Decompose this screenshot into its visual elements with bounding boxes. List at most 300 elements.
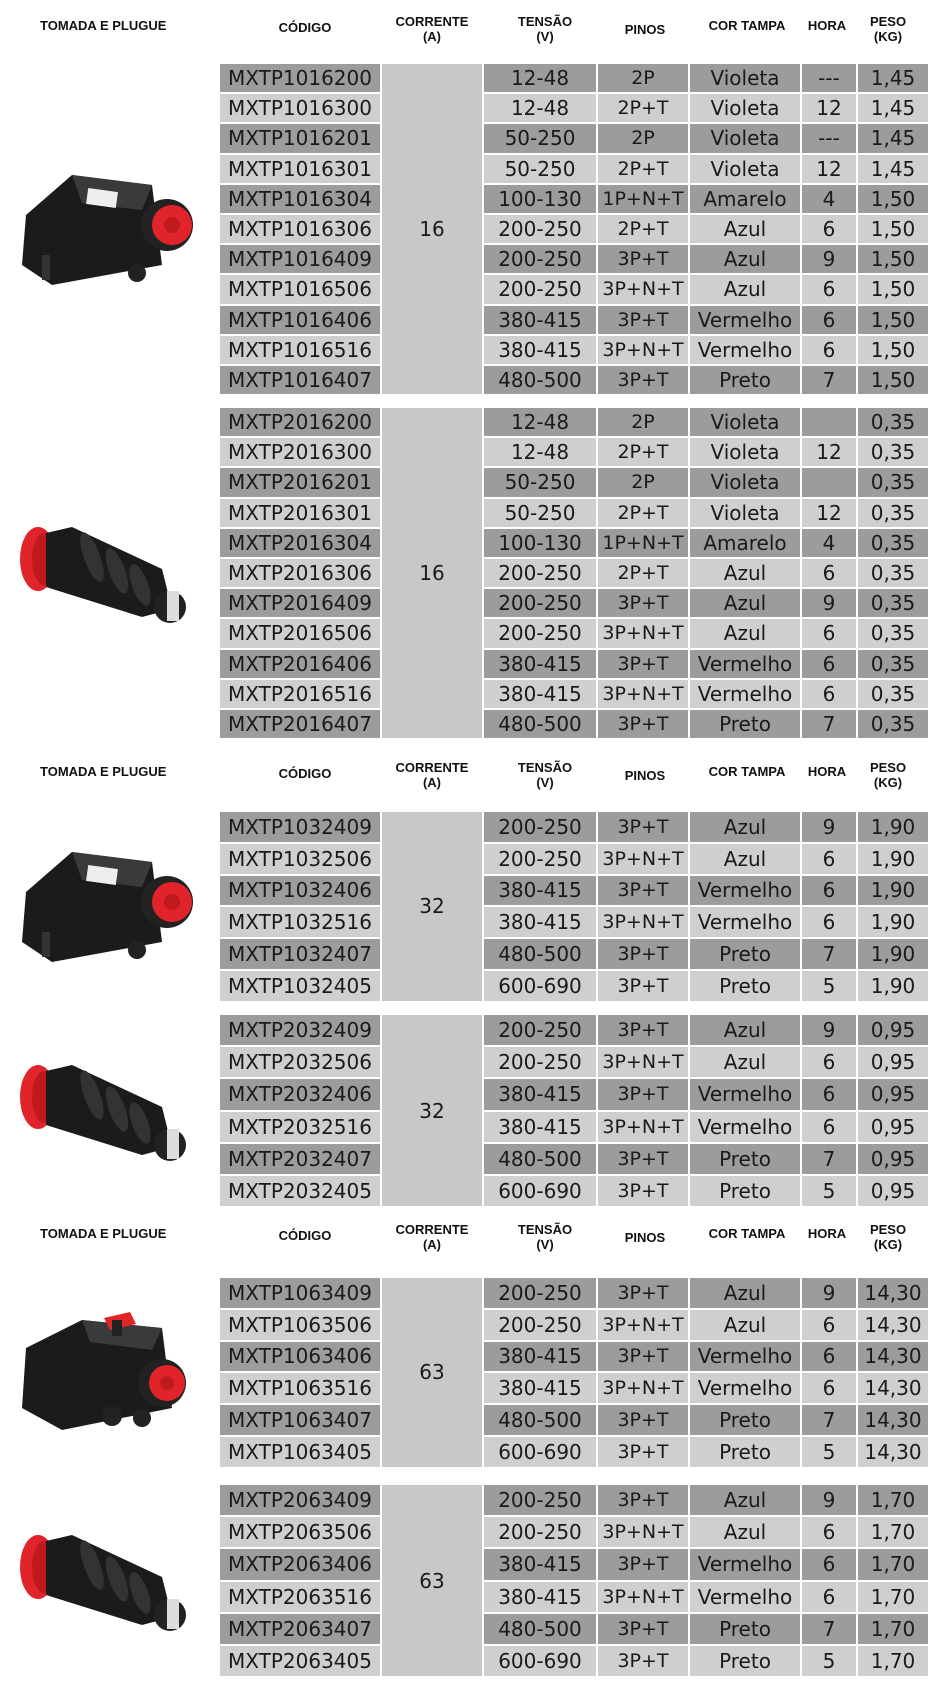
peso-cell: 14,30 [858,1278,928,1308]
table-row [220,812,928,844]
peso-cell: 1,45 [858,94,928,122]
tensao-header-line: TENSÃO [517,760,573,775]
table-row [220,1437,928,1469]
codigo-cell: MXTP2032516 [220,1112,380,1142]
table-row [220,94,928,124]
table-row [220,589,928,619]
tensao-cell: 600-690 [484,1176,596,1206]
hora-cell: 7 [802,939,856,969]
cor-tampa-cell: Preto [690,1614,800,1644]
tensao-cell: 100-130 [484,185,596,213]
cor-tampa-cell: Azul [690,1310,800,1340]
cor-tampa-cell: Vermelho [690,1373,800,1403]
table-row [220,844,928,876]
pinos-cell: 3P+T [598,1646,688,1676]
tensao-cell: 100-130 [484,529,596,557]
peso-cell: 0,35 [858,499,928,527]
cor-tampa-cell: Azul [690,619,800,647]
table-row [220,939,928,971]
cor-tampa-cell: Azul [690,589,800,617]
hora-cell: 6 [802,1310,856,1340]
pinos-cell: 2P+T [598,438,688,466]
codigo-cell: MXTP2032409 [220,1015,380,1045]
peso-cell: 1,70 [858,1614,928,1644]
hora-cell: 6 [802,876,856,906]
pinos-header: PINOS [624,22,666,37]
tensao-cell: 380-415 [484,306,596,334]
corrente-cell: 63 [382,1278,482,1467]
tensao-cell: 600-690 [484,1437,596,1467]
codigo-header: CÓDIGO [278,766,332,781]
tensao-cell: 200-250 [484,812,596,842]
hora-cell: 6 [802,844,856,874]
tensao-cell: 480-500 [484,1405,596,1435]
pinos-cell: 3P+T [598,650,688,678]
hora-cell: 6 [802,1047,856,1077]
table-row [220,1342,928,1374]
tensao-cell: 380-415 [484,1079,596,1109]
table-row [220,1278,928,1310]
peso-cell: 0,35 [858,619,928,647]
table-row [220,1176,928,1208]
tensao-cell: 200-250 [484,1517,596,1547]
peso-cell: 0,35 [858,710,928,738]
hora-cell: 9 [802,245,856,273]
peso-cell: 1,45 [858,124,928,152]
corrente-header [382,14,482,44]
pinos-cell: 3P+T [598,1079,688,1109]
table-row [220,650,928,680]
hora-cell: --- [802,64,856,92]
pinos-cell: 3P+T [598,1278,688,1308]
hora-cell: 9 [802,589,856,617]
table-row [220,336,928,366]
peso-cell: 0,95 [858,1015,928,1045]
pinos-cell: 3P+N+T [598,275,688,303]
codigo-cell: MXTP1063406 [220,1342,380,1372]
tensao-cell: 600-690 [484,971,596,1001]
peso-cell: 1,90 [858,844,928,874]
codigo-cell: MXTP1016201 [220,124,380,152]
table-row [220,408,928,438]
hora-cell: 7 [802,1614,856,1644]
pinos-cell: 3P+T [598,366,688,394]
pinos-cell: 2P+T [598,155,688,183]
codigo-cell: MXTP2063409 [220,1485,380,1515]
cor-tampa-cell: Violeta [690,94,800,122]
pinos-cell: 3P+N+T [598,336,688,364]
table-row [220,155,928,185]
peso-cell: 1,45 [858,64,928,92]
corrente-cell: 16 [382,408,482,738]
hora-cell [802,468,856,496]
hora-cell: 7 [802,366,856,394]
codigo-cell: MXTP1016409 [220,245,380,273]
pinos-cell: 3P+T [598,812,688,842]
tensao-cell: 480-500 [484,939,596,969]
codigo-cell: MXTP1016516 [220,336,380,364]
hora-cell: 9 [802,1015,856,1045]
peso-header-line: PESO [869,14,907,29]
table-row [220,1112,928,1144]
cor-tampa-header: COR TAMPA [708,764,786,779]
table-row [220,1079,928,1111]
tensao-cell: 200-250 [484,589,596,617]
pinos-cell: 3P+T [598,939,688,969]
tensao-cell: 380-415 [484,680,596,708]
cor-tampa-cell: Azul [690,1485,800,1515]
hora-cell [802,408,856,436]
codigo-cell: MXTP2016406 [220,650,380,678]
hora-cell: 6 [802,1517,856,1547]
hora-cell: 6 [802,1582,856,1612]
hora-cell: 6 [802,559,856,587]
peso-cell: 0,35 [858,680,928,708]
codigo-cell: MXTP2063407 [220,1614,380,1644]
peso-cell: 0,95 [858,1144,928,1174]
pinos-cell: 3P+N+T [598,1310,688,1340]
corrente-cell: 16 [382,64,482,394]
codigo-cell: MXTP2063516 [220,1582,380,1612]
table-row [220,1373,928,1405]
pinos-cell: 3P+T [598,1405,688,1435]
codigo-cell: MXTP1063407 [220,1405,380,1435]
tensao-cell: 200-250 [484,275,596,303]
codigo-cell: MXTP1032405 [220,971,380,1001]
pinos-cell: 2P [598,408,688,436]
hora-cell: 12 [802,438,856,466]
codigo-cell: MXTP2016407 [220,710,380,738]
peso-cell: 0,35 [858,589,928,617]
cor-tampa-cell: Preto [690,1144,800,1174]
peso-header [856,14,920,44]
table-row [220,64,928,94]
peso-header-line: PESO [869,1222,907,1237]
tensao-cell: 50-250 [484,499,596,527]
tensao-cell: 200-250 [484,1015,596,1045]
cor-tampa-cell: Azul [690,812,800,842]
tensao-header [490,760,600,790]
table-row [220,499,928,529]
table-row [220,710,928,740]
corrente-header-line: (A) [422,1237,442,1252]
codigo-cell: MXTP2016506 [220,619,380,647]
table-row [220,1549,928,1581]
codigo-cell: MXTP2016200 [220,408,380,436]
table-row [220,907,928,939]
peso-header-line: (KG) [873,1237,903,1252]
peso-cell: 1,90 [858,876,928,906]
cor-tampa-cell: Violeta [690,499,800,527]
codigo-cell: MXTP1016300 [220,94,380,122]
product-table [220,1015,928,1208]
codigo-cell: MXTP1063506 [220,1310,380,1340]
table-row [220,185,928,215]
tensao-cell: 50-250 [484,155,596,183]
peso-cell: 0,95 [858,1112,928,1142]
pinos-cell: 2P+T [598,559,688,587]
table-row [220,1646,928,1678]
codigo-cell: MXTP1032506 [220,844,380,874]
table-row [220,245,928,275]
cor-tampa-cell: Violeta [690,64,800,92]
pinos-cell: 3P+T [598,1485,688,1515]
hora-cell: 5 [802,971,856,1001]
cor-tampa-cell: Azul [690,275,800,303]
cor-tampa-cell: Vermelho [690,306,800,334]
pinos-cell: 3P+T [598,1437,688,1467]
corrente-header-line: (A) [422,775,442,790]
cor-tampa-cell: Vermelho [690,1112,800,1142]
table-row [220,438,928,468]
tensao-header-line: (V) [536,775,554,790]
hora-cell: 7 [802,1144,856,1174]
corrente-header-line: CORRENTE [395,14,469,29]
pinos-cell: 3P+T [598,1144,688,1174]
hora-cell: 9 [802,1278,856,1308]
pinos-cell: 3P+N+T [598,1047,688,1077]
peso-cell: 1,50 [858,336,928,364]
codigo-cell: MXTP1032516 [220,907,380,937]
pinos-cell: 3P+N+T [598,907,688,937]
hora-cell: 7 [802,1405,856,1435]
tensao-cell: 200-250 [484,1310,596,1340]
cor-tampa-cell: Vermelho [690,876,800,906]
pinos-cell: 2P [598,124,688,152]
tensao-cell: 600-690 [484,1646,596,1676]
cor-tampa-cell: Azul [690,844,800,874]
hora-header: HORA [807,18,847,33]
peso-cell: 1,90 [858,812,928,842]
tensao-header-line: (V) [536,29,554,44]
tensao-cell: 12-48 [484,408,596,436]
peso-cell: 14,30 [858,1373,928,1403]
pinos-header: PINOS [624,1230,666,1245]
tensao-cell: 380-415 [484,336,596,364]
peso-cell: 0,95 [858,1176,928,1206]
pinos-cell: 3P+T [598,245,688,273]
tensao-cell: 380-415 [484,1373,596,1403]
cor-tampa-header: COR TAMPA [708,18,786,33]
cor-tampa-cell: Vermelho [690,650,800,678]
table-row [220,619,928,649]
cor-tampa-cell: Vermelho [690,1549,800,1579]
table-row [220,559,928,589]
tensao-cell: 200-250 [484,619,596,647]
plug-icon [12,1507,202,1661]
table-row [220,1582,928,1614]
tensao-cell: 12-48 [484,64,596,92]
product-table [220,1485,928,1678]
peso-cell: 1,70 [858,1549,928,1579]
peso-cell: 14,30 [858,1437,928,1467]
pinos-cell: 2P+T [598,215,688,243]
tensao-header-line: (V) [536,1237,554,1252]
cor-tampa-cell: Preto [690,1646,800,1676]
peso-cell: 14,30 [858,1310,928,1340]
tensao-cell: 380-415 [484,1342,596,1372]
codigo-cell: MXTP1032407 [220,939,380,969]
cor-tampa-cell: Amarelo [690,185,800,213]
pinos-cell: 1P+N+T [598,185,688,213]
cor-tampa-cell: Vermelho [690,1582,800,1612]
cor-tampa-cell: Vermelho [690,1079,800,1109]
hora-cell: 6 [802,619,856,647]
tensao-cell: 200-250 [484,1047,596,1077]
codigo-cell: MXTP2016516 [220,680,380,708]
cor-tampa-cell: Violeta [690,408,800,436]
hora-cell: --- [802,124,856,152]
peso-cell: 1,50 [858,245,928,273]
tensao-header-line: TENSÃO [517,14,573,29]
peso-cell: 14,30 [858,1342,928,1372]
pinos-cell: 3P+N+T [598,1582,688,1612]
hora-cell: 6 [802,1373,856,1403]
peso-cell: 1,45 [858,155,928,183]
peso-cell: 1,50 [858,366,928,394]
tensao-header-line: TENSÃO [517,1222,573,1237]
cor-tampa-cell: Azul [690,1015,800,1045]
table-row [220,1405,928,1437]
codigo-cell: MXTP1016304 [220,185,380,213]
pinos-header: PINOS [624,768,666,783]
product-header: TOMADA E PLUGUE [40,1226,167,1241]
hora-cell: 6 [802,275,856,303]
tensao-cell: 200-250 [484,844,596,874]
codigo-cell: MXTP2016201 [220,468,380,496]
table-row [220,1144,928,1176]
codigo-cell: MXTP1016301 [220,155,380,183]
cor-tampa-cell: Preto [690,1405,800,1435]
pinos-cell: 3P+N+T [598,619,688,647]
hora-cell: 4 [802,185,856,213]
peso-cell: 1,90 [858,971,928,1001]
hora-cell: 6 [802,1079,856,1109]
corrente-header-line: CORRENTE [395,760,469,775]
hora-cell: 6 [802,306,856,334]
product-header: TOMADA E PLUGUE [40,18,167,33]
cor-tampa-cell: Azul [690,559,800,587]
cor-tampa-cell: Azul [690,1278,800,1308]
table-row [220,215,928,245]
plug-icon [12,499,202,653]
codigo-cell: MXTP1032406 [220,876,380,906]
pinos-cell: 2P+T [598,499,688,527]
cor-tampa-cell: Vermelho [690,1342,800,1372]
peso-header-line: (KG) [873,29,903,44]
codigo-cell: MXTP2016301 [220,499,380,527]
tensao-cell: 200-250 [484,1278,596,1308]
tensao-cell: 380-415 [484,876,596,906]
hora-cell: 12 [802,155,856,183]
tensao-cell: 480-500 [484,366,596,394]
pinos-cell: 3P+N+T [598,1517,688,1547]
socket-box-icon [12,832,202,986]
cor-tampa-cell: Preto [690,366,800,394]
cor-tampa-cell: Vermelho [690,680,800,708]
pinos-cell: 3P+T [598,971,688,1001]
cor-tampa-cell: Azul [690,245,800,273]
tensao-cell: 12-48 [484,94,596,122]
tensao-cell: 480-500 [484,1614,596,1644]
cor-tampa-cell: Preto [690,1437,800,1467]
codigo-cell: MXTP2063406 [220,1549,380,1579]
hora-cell: 6 [802,907,856,937]
pinos-cell: 3P+T [598,1342,688,1372]
table-row [220,1310,928,1342]
hora-header: HORA [807,1226,847,1241]
pinos-cell: 3P+T [598,306,688,334]
hora-cell: 4 [802,529,856,557]
corrente-header-line: CORRENTE [395,1222,469,1237]
codigo-cell: MXTP1016306 [220,215,380,243]
tensao-cell: 200-250 [484,215,596,243]
tensao-cell: 380-415 [484,1549,596,1579]
codigo-cell: MXTP2016306 [220,559,380,587]
product-table [220,64,928,396]
table-row [220,366,928,396]
socket-box-icon [12,155,202,309]
codigo-cell: MXTP1063516 [220,1373,380,1403]
corrente-cell: 32 [382,1015,482,1206]
codigo-cell: MXTP2032407 [220,1144,380,1174]
peso-cell: 0,95 [858,1079,928,1109]
table-row [220,680,928,710]
hora-cell: 9 [802,812,856,842]
codigo-cell: MXTP1016407 [220,366,380,394]
corrente-header-line: (A) [422,29,442,44]
codigo-header: CÓDIGO [278,20,332,35]
tensao-cell: 480-500 [484,1144,596,1174]
table-row [220,306,928,336]
product-table [220,812,928,1003]
pinos-cell: 3P+N+T [598,1373,688,1403]
table-row [220,124,928,154]
pinos-cell: 3P+N+T [598,680,688,708]
tensao-cell: 200-250 [484,245,596,273]
table-row [220,468,928,498]
peso-cell: 1,70 [858,1517,928,1547]
table-row [220,529,928,559]
hora-cell: 5 [802,1437,856,1467]
pinos-cell: 1P+N+T [598,529,688,557]
hora-cell: 6 [802,336,856,364]
codigo-cell: MXTP2016304 [220,529,380,557]
tensao-cell: 380-415 [484,1582,596,1612]
cor-tampa-cell: Azul [690,1517,800,1547]
cor-tampa-cell: Vermelho [690,907,800,937]
cor-tampa-cell: Preto [690,1176,800,1206]
codigo-cell: MXTP2032506 [220,1047,380,1077]
codigo-cell: MXTP1063409 [220,1278,380,1308]
tensao-cell: 380-415 [484,1112,596,1142]
hora-cell: 9 [802,1485,856,1515]
table-row [220,1614,928,1646]
peso-header-line: (KG) [873,775,903,790]
cor-tampa-header: COR TAMPA [708,1226,786,1241]
corrente-header [382,760,482,790]
peso-cell: 1,50 [858,275,928,303]
tensao-cell: 12-48 [484,438,596,466]
table-row [220,1517,928,1549]
corrente-header [382,1222,482,1252]
cor-tampa-cell: Violeta [690,468,800,496]
peso-cell: 0,35 [858,408,928,436]
table-row [220,971,928,1003]
peso-cell: 1,50 [858,215,928,243]
hora-cell: 6 [802,680,856,708]
product-table [220,1278,928,1469]
